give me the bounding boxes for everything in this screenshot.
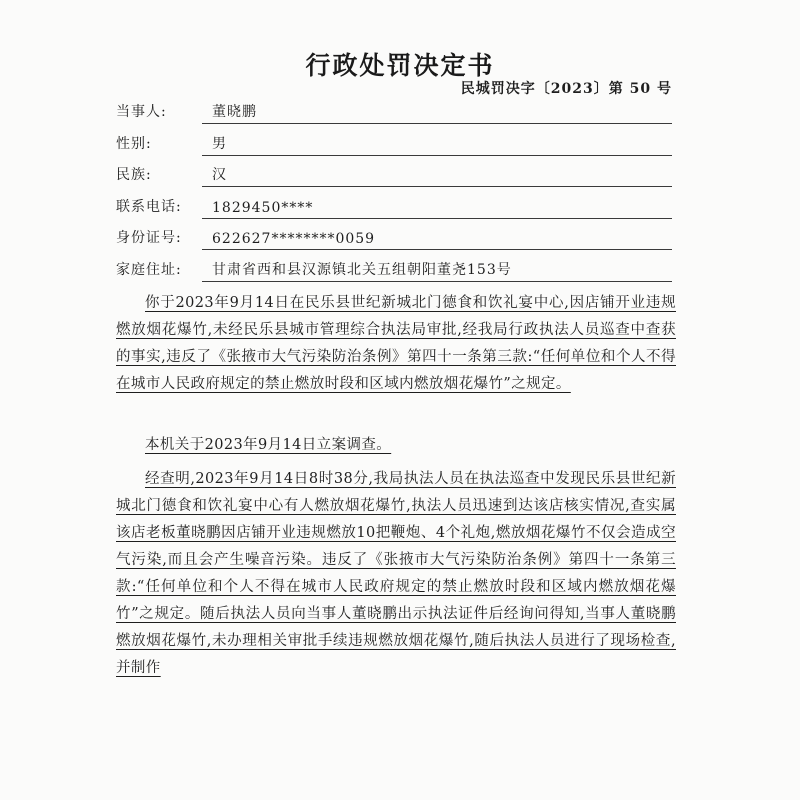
document-number: 民城罚决字〔2023〕第 50 号: [460, 81, 672, 97]
paragraph-case-filing: [116, 432, 676, 459]
field-underline: [202, 186, 672, 187]
field-value: 汉: [212, 167, 227, 183]
field-value: 董晓鹏: [212, 104, 257, 120]
field-label: 联系电话:: [116, 199, 182, 215]
field-address: [116, 256, 672, 282]
field-underline: [202, 155, 672, 156]
field-label: 家庭住址:: [116, 262, 182, 278]
field-underline: [202, 218, 672, 219]
field-value: 1829450****: [212, 200, 314, 216]
paragraph-facts: [116, 290, 676, 398]
field-underline: [202, 249, 672, 250]
field-underline: [202, 281, 672, 282]
field-value: 甘肃省西和县汉源镇北关五组朝阳董尧153号: [212, 262, 512, 278]
paragraph-text: 经查明,2023年9月14日8时38分,我局执法人员在执法巡查中发现民乐县世纪新城北门德食和饮礼宴中心有人燃放烟花爆竹,执法人员迅速到达该店核实情况,查实属该店老板董晓鹏因店铺开业违规燃放10把鞭炮、4个礼炮,燃放烟花爆竹不仅会造成空气污染,而且会产生噪音污染。违反了《张掖市大气污染防治条例》第四十一条第三款:“任何单位和个人不得在城市人民政府规定的禁止燃放时段和区域内燃放烟花爆竹”之规定。随后执法人员向当事人董晓鹏出示执法证件后经询问得知,当事人董晓鹏燃放烟花爆竹,未办理相关审批手续违规燃放烟花爆竹,随后执法人员进行了现场检查,并制作: [116, 471, 676, 676]
paragraph-text: 你于2023年9月14日在民乐县世纪新城北门德食和饮礼宴中心,因店铺开业违规燃放烟花爆竹,未经民乐县城市管理综合执法局审批,经我局行政执法人员巡查中查获的事实,违反了《张掖市大气污染防治条例》第四十一条第三款:“任何单位和个人不得在城市人民政府规定的禁止燃放时段和区域内燃放烟花爆竹”之规定。: [116, 295, 676, 392]
field-id-number: [116, 224, 672, 250]
field-ethnicity: [116, 161, 672, 187]
field-label: 当事人:: [116, 104, 167, 120]
document-title: 行政处罚决定书: [305, 51, 495, 80]
field-underline: [202, 123, 672, 124]
field-party: [116, 98, 672, 124]
field-gender: [116, 130, 672, 156]
field-label: 性别:: [116, 136, 152, 152]
field-value: 622627********0059: [212, 231, 376, 247]
paragraph-text: 本机关于2023年9月14日立案调查。: [145, 437, 392, 453]
paragraph-investigation: [116, 466, 676, 682]
field-label: 身份证号:: [116, 230, 182, 246]
field-value: 男: [212, 136, 227, 152]
field-phone: [116, 193, 672, 219]
field-label: 民族:: [116, 167, 152, 183]
